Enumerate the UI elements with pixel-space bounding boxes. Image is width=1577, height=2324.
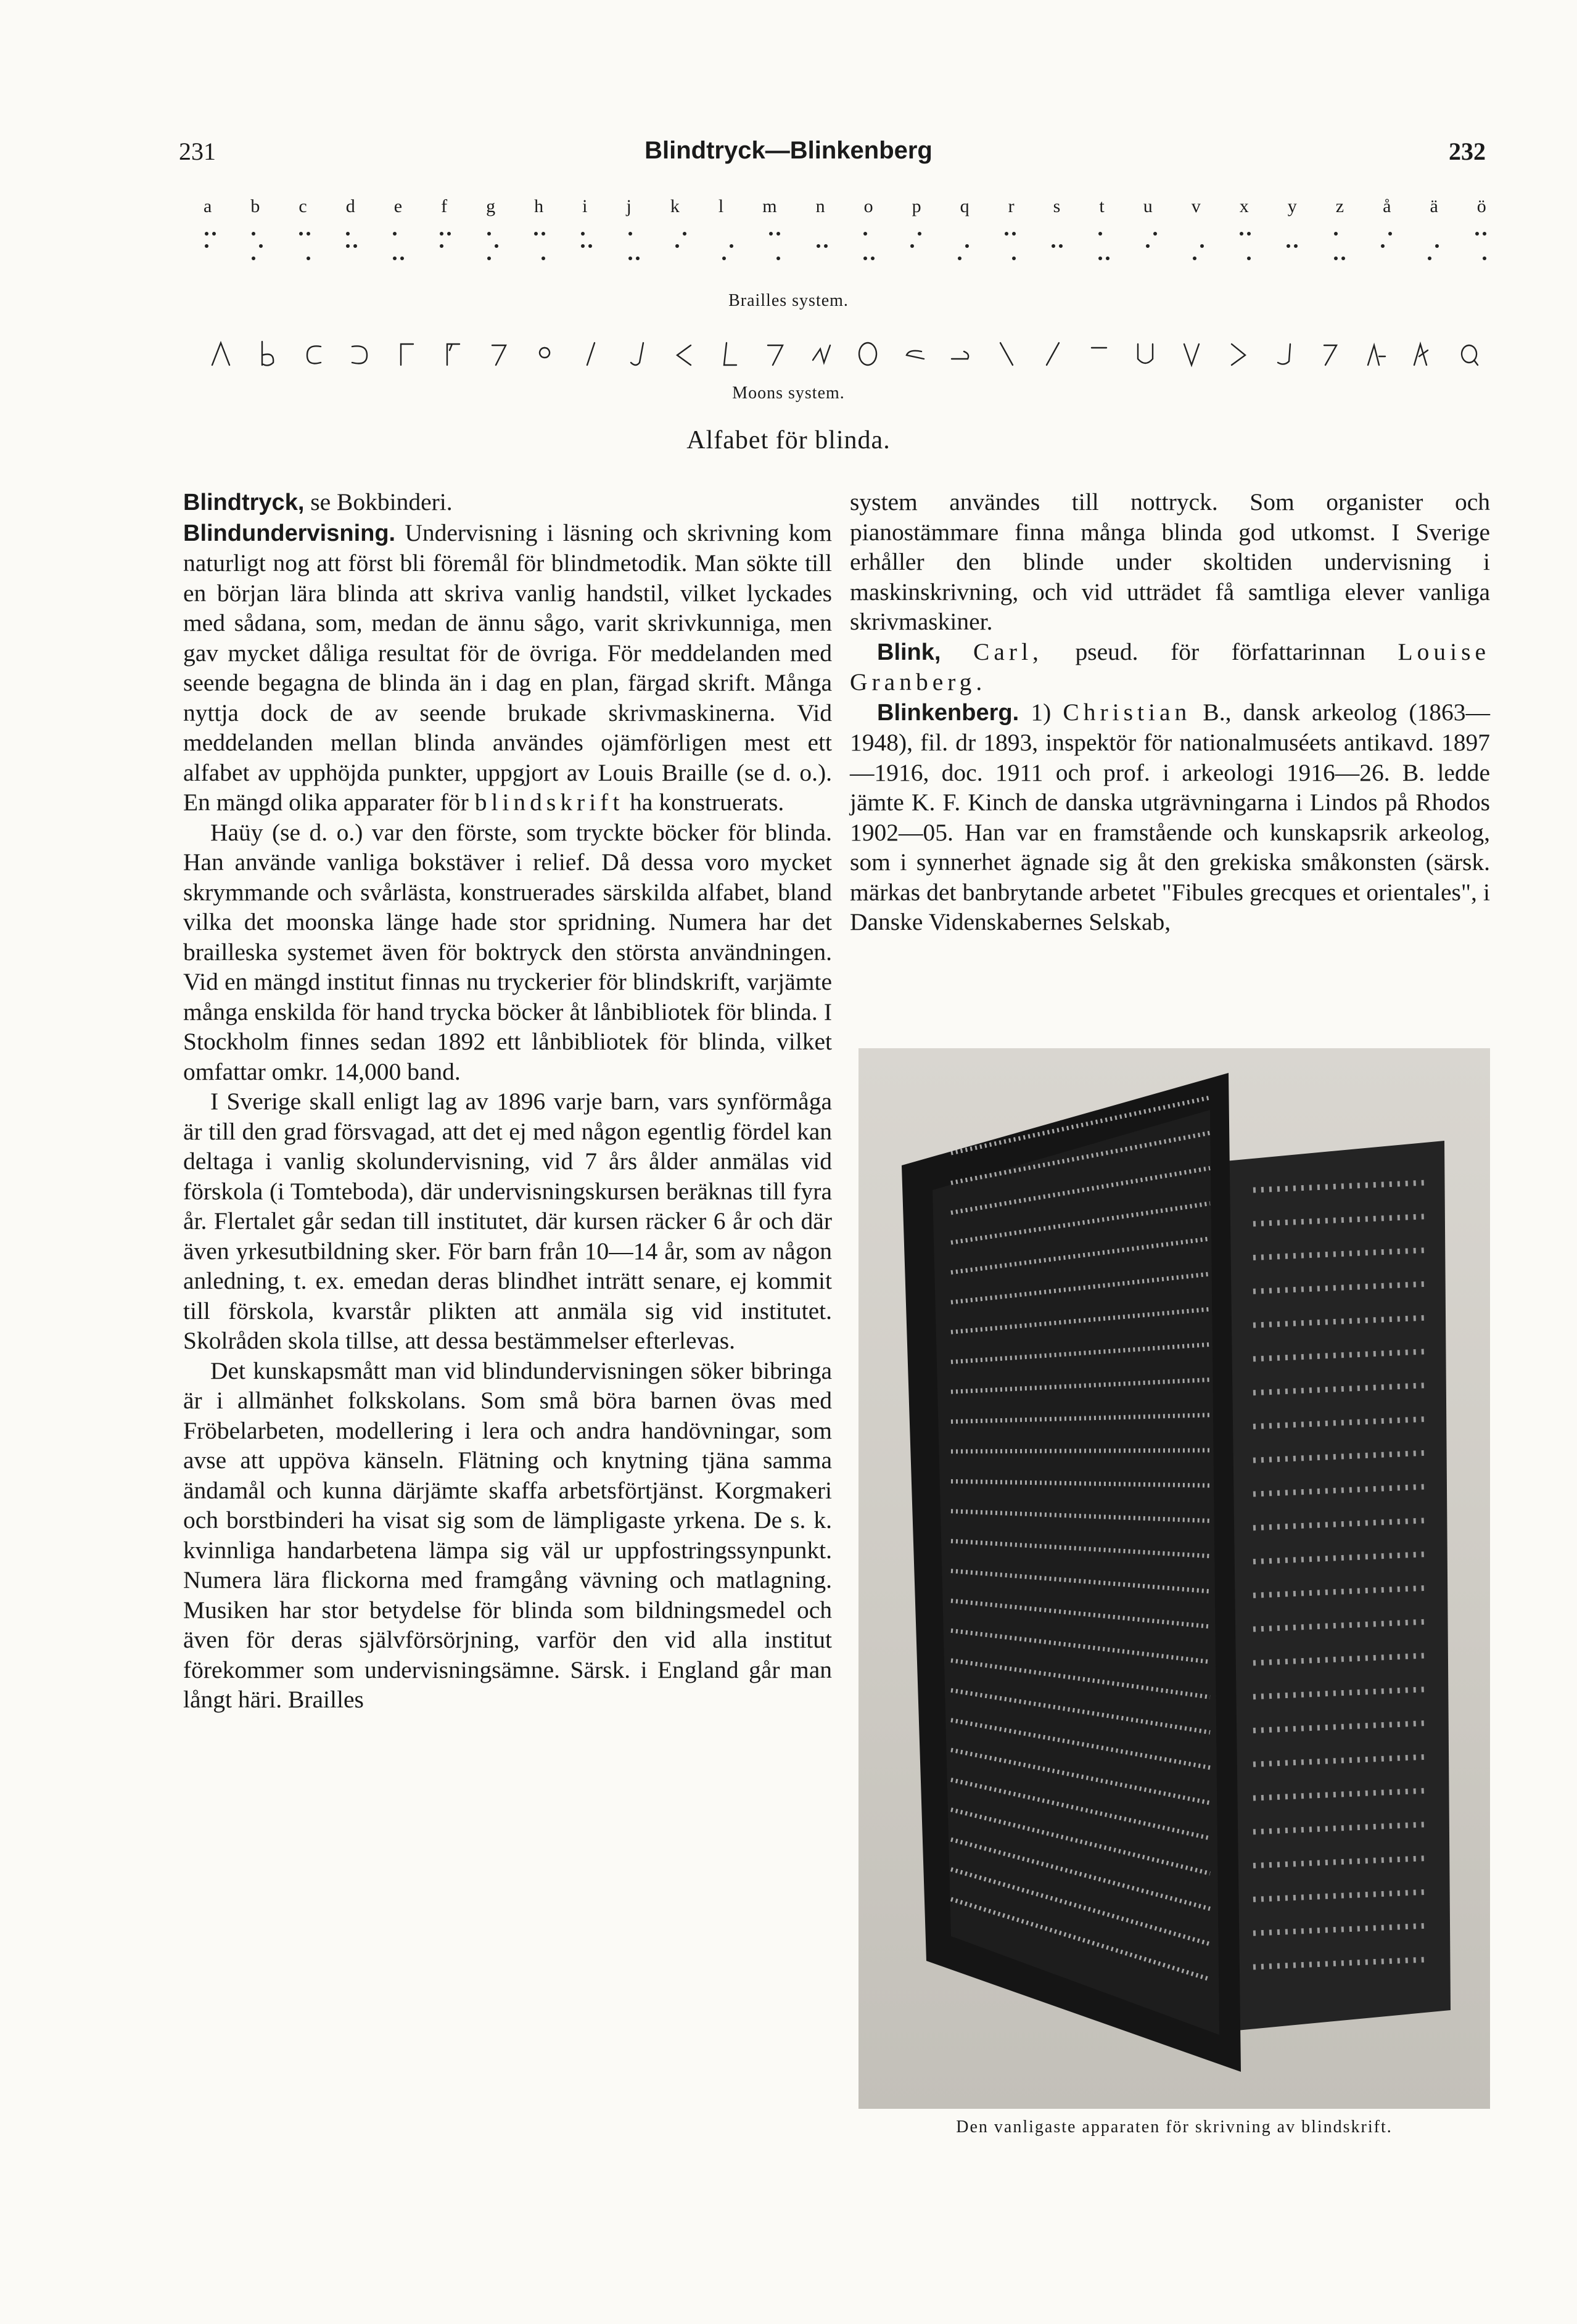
braille-cell [768, 229, 780, 266]
braille-letter: i [582, 196, 588, 216]
slate-front-inner [933, 1110, 1219, 2035]
braille-letter: f [441, 196, 448, 216]
braille-cell [1427, 229, 1439, 266]
braille-cell [345, 229, 357, 266]
braille-cell [862, 229, 875, 266]
braille-letter: p [912, 196, 921, 216]
braille-letter: j [626, 196, 632, 216]
moon-glyph [487, 338, 509, 369]
entry-blindtryck: Blindtryck, se Bokbinderi. [183, 488, 453, 515]
braille-cell [1333, 229, 1345, 266]
moon-alphabet-row [210, 338, 1480, 369]
braille-letter: ö [1476, 196, 1486, 216]
braille-cell [298, 229, 310, 266]
moon-glyph [348, 338, 371, 369]
braille-cell [204, 229, 216, 266]
moon-caption: Moons system. [732, 384, 845, 403]
braille-letter: c [299, 196, 307, 216]
braille-letter-row [204, 196, 1486, 217]
braille-cell [1474, 229, 1486, 266]
braille-letter: b [250, 196, 260, 216]
braille-cell [1097, 229, 1110, 266]
braille-letter: h [534, 196, 544, 216]
braille-cell [580, 229, 592, 266]
braille-letter: v [1191, 196, 1201, 216]
moon-glyph [1412, 338, 1434, 369]
braille-cell [392, 229, 404, 266]
braille-letter: o [863, 196, 873, 216]
braille-cell [250, 229, 263, 266]
headword: Blindundervisning. [183, 520, 396, 546]
moon-glyph [718, 338, 740, 369]
moon-glyph [210, 338, 232, 369]
braille-cell [1192, 229, 1204, 266]
moon-glyph [1180, 338, 1203, 369]
braille-letter: t [1099, 196, 1105, 216]
braille-letter: r [1008, 196, 1015, 216]
braille-cell [1003, 229, 1016, 266]
braille-cell [957, 229, 969, 266]
braille-cell [486, 229, 498, 266]
moon-glyph [580, 338, 602, 369]
braille-letter: ä [1430, 196, 1438, 216]
braille-cell [721, 229, 733, 266]
moon-glyph [1227, 338, 1249, 369]
braille-cell [909, 229, 921, 266]
moon-glyph [626, 338, 648, 369]
braille-cell [1285, 229, 1298, 266]
moon-glyph [1458, 338, 1480, 369]
braille-slate-photo [858, 1048, 1490, 2109]
braille-cell [1145, 229, 1157, 266]
moon-glyph [1273, 338, 1295, 369]
moon-glyph [1365, 338, 1388, 369]
entry-blindundervisning: Blindundervisning. Undervisning i läsning och skrivning kom naturligt nog att först bli föremål för blindmetodik. Man sökte till en början lära blinda att skriva vanlig handstil, vilket lyckades med sådana, som, medan de ännu sågo, varit skrivkunniga, men gav mycket dåliga resultat för de övriga. För meddelanden med seende begagna de blinda än i dag en plan, färgad skrift. Många nyttja dock de av seende brukade skrivmaskinerna. Vid meddelanden mellan blinda användes ojämförligen mest ett alfabet av upphöjda punkter, uppgjort av Louis Braille (se d. o.). En mängd olika apparater för blindskrift ha konstruerats. [183, 519, 832, 816]
moon-glyph [903, 338, 925, 369]
braille-caption: Brailles system. [728, 291, 849, 310]
paragraph: Haüy (se d. o.) var den förste, som tryckte böcker för blinda. Han använde vanliga bokstäver i relief. Då dessa voro mycket skrymmande och svårlästa, konstruerades särskilda alfabet, bland vilka det moonska länge hade stor spridning. Numera har det brailleska systemet även för boktryck den största användningen. Vid en mängd institut finnas nu tryckerier för blindskrift, varjämte många enskilda för hand trycka böcker åt lånbibliotek för blinda. I Stockholm finnes sedan 1892 ett lånbibliotek för blinda, vilket omfattar omkr. 14,000 band. [183, 818, 832, 1085]
page-number-left: 231 [179, 138, 216, 165]
headword: Blindtryck, [183, 490, 305, 515]
paragraph: I Sverige skall enligt lag av 1896 varje barn, vars synförmåga är till den grad försvagad, att det ej med någon egentlig fördel kan deltaga i vanlig skolundervisning, vid 7 års ålder anmälas vid förskola (i Tomteboda), där undervisningskursen beräknas till fyra år. Flertalet går sedan till institutet, där kursen räcker 6 år och där även yrkesutbildning sker. För barn från 10—14 år, som av någon anledning, t. ex. emedan deras blindhet inträtt senare, ej kommit till förskola, kvarstår plikten att anmäla sig vid institutet. Skolråden skola tillse, att dessa bestämmelser efterlevas. [183, 1088, 832, 1354]
moon-glyph [1042, 338, 1064, 369]
braille-letter: q [960, 196, 970, 216]
braille-letter: e [393, 196, 403, 216]
moon-glyph [256, 338, 278, 369]
moon-glyph [1319, 338, 1341, 369]
running-head: Blindtryck—Blinkenberg [644, 137, 933, 164]
braille-cell [1050, 229, 1063, 266]
entry-blinkenberg: Blinkenberg. 1) Christian B., dansk arkeolog (1863—1948), fil. dr 1893, inspektör för nationalmuséets antikavd. 1897—1916, doc. 1911 och prof. i arkeologi 1916—26. B. ledde jämte K. F. Kinch de danska utgrävningarna i Lindos på Rhodos 1902—05. Han var en framstående och kunskapsrik arkeolog, som i synnerhet ägnade sig åt den grekiska småkonsten (särsk. märkas det banbrytande arbetet "Fibules grecques et orientales", i Danske Videnskabernes Selskab, [850, 698, 1490, 935]
braille-letter: k [670, 196, 680, 216]
braille-cell [627, 229, 640, 266]
paragraph: system användes till nottryck. Som organister och pianostämmare finna många blinda god utkomst. I Sverige erhåller den blinde under skoltiden undervisning i maskinskrivning, och vid utträdet få samtliga elever vanliga skrivmaskiner. [850, 488, 1490, 635]
braille-cell [815, 229, 828, 266]
moon-glyph [441, 338, 463, 369]
braille-cell [439, 229, 451, 266]
braille-slate-image [858, 1048, 1490, 2109]
braille-letter: d [345, 196, 355, 216]
braille-letter: n [815, 196, 825, 216]
braille-letter: z [1335, 196, 1344, 216]
braille-cell [533, 229, 545, 266]
braille-cell [1238, 229, 1251, 266]
alphabet-figure-caption: Alfabet för blinda. [686, 426, 891, 454]
moon-glyph [764, 338, 786, 369]
paragraph: Det kunskapsmått man vid blindundervisningen söker bibringa är i allmänhet folkskolans. Som små böra barnen övas med Fröbelarbeten, modellering i lera och andra handövningar, som avse att uppöva känseln. Flätning och knytning tjäna samma ändamål och kunna därjämte skaffa arbetsförtjänst. Korgmakeri och borstbinderi ha visat sig som de lämpligaste yrkena. De s. k. kvinnliga handarbetena lämpa sig väl ur uppfostringssynpunkt. Numera lära flickorna med framgång vävning och matlagning. Musiken har stor betydelse för blinda som bildningsmedel och även för deras självförsörjning, varför den vid alla institut förekommer som undervisningsämne. Särsk. i England går man långt häri. Brailles [183, 1357, 832, 1713]
right-column [850, 487, 1490, 937]
left-column [183, 487, 832, 1715]
moon-glyph [1088, 338, 1110, 369]
braille-letter: u [1143, 196, 1153, 216]
moon-glyph [810, 338, 833, 369]
page-number-right: 232 [1449, 138, 1486, 165]
moon-glyph [949, 338, 971, 369]
moon-glyph [857, 338, 879, 369]
braille-letter: y [1287, 196, 1297, 216]
moon-glyph [302, 338, 324, 369]
braille-letter: s [1053, 196, 1061, 216]
moon-glyph [672, 338, 694, 369]
braille-letter: m [762, 196, 777, 216]
entry-blink: Blink, Carl, pseud. för författarinnan Louise Granberg. [850, 638, 1490, 696]
braille-letter: a [204, 196, 212, 216]
moon-glyph [1134, 338, 1156, 369]
braille-letter: l [718, 196, 724, 216]
moon-glyph [995, 338, 1018, 369]
braille-cell [1380, 229, 1392, 266]
moon-glyph [533, 338, 556, 369]
headword: Blinkenberg. [877, 699, 1019, 726]
braille-letter: x [1239, 196, 1249, 216]
braille-cell-row [204, 229, 1486, 266]
braille-letter: g [486, 196, 496, 216]
photo-caption: Den vanligaste apparaten för skrivning av blindskrift. [956, 2117, 1393, 2137]
headword: Blink, [877, 639, 941, 665]
moon-glyph [395, 338, 417, 369]
braille-letter: å [1383, 196, 1391, 216]
braille-cell [674, 229, 686, 266]
